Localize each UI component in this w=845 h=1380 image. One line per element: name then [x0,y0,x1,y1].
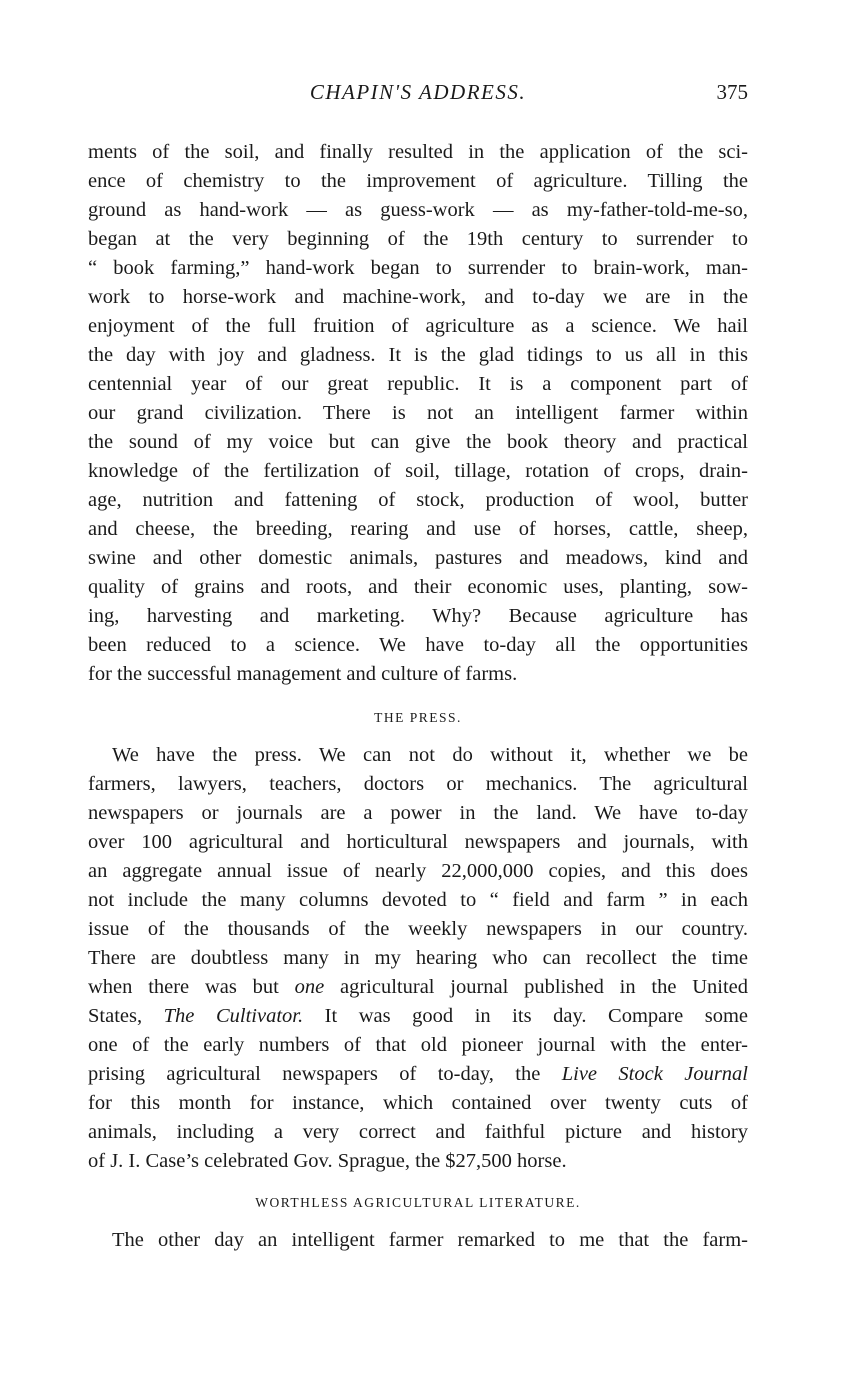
running-title: CHAPIN'S ADDRESS. [309,80,527,104]
text-line: over 100 agricultural and horticultural newspapers and journals, with [88,831,748,853]
text-line: ments of the soil, and finally resulted in the application of the sci- [88,141,748,163]
section-heading-literature: WORTHLESS AGRICULTURAL LITERATURE. [255,1195,581,1210]
text-segment: when there was but [88,976,295,998]
text-line: centennial year of our great republic. It is a component part of [88,373,748,395]
text-line [88,1060,748,1089]
text-line: not include the many columns devoted to “ field and farm ” in each [88,889,748,911]
text-line: enjoyment of the full fruition of agriculture as a science. We hail [88,315,748,337]
paragraph-literature [88,1226,748,1255]
text-line: farmers, lawyers, teachers, doctors or mechanics. The agricultural [88,773,748,795]
paragraph-soil-science [88,138,748,689]
text-line: the day with joy and gladness. It is the glad tidings to us all in this [88,344,748,366]
text-line: animals, including a very correct and faithful picture and history [88,1121,748,1143]
text-line [88,1002,748,1031]
text-line: and cheese, the breeding, rearing and use of horses, cattle, sheep, [88,518,748,540]
text-line: We have the press. We can not do without it, whether we be [112,744,748,766]
text-line: newspapers or journals are a power in the land. We have to-day [88,802,748,824]
text-segment: States, [88,1005,164,1027]
text-line: “ book farming,” hand-work began to surrender to brain-work, man- [88,257,748,279]
text-line: one of the early numbers of that old pioneer journal with the enter- [88,1034,748,1056]
text-line: an aggregate annual issue of nearly 22,000,000 copies, and this does [88,860,748,882]
text-line: The other day an intelligent farmer remarked to me that the farm- [112,1229,748,1251]
text-line: began at the very beginning of the 19th century to surrender to [88,228,748,250]
running-head [88,80,748,110]
text-line: ground as hand-work — as guess-work — as my-father-told-me-so, [88,199,748,221]
page-number: 375 [716,80,748,104]
text-line: work to horse-work and machine-work, and to-day we are in the [88,286,748,308]
text-line: quality of grains and roots, and their economic uses, planting, sow- [88,576,748,598]
section-heading-press: THE PRESS. [374,710,462,725]
italic-title-live-stock-journal: Live Stock Journal [561,1063,748,1085]
text-segment: agricultural journal published in the United [324,976,748,998]
text-segment: It was good in its day. Compare some [303,1005,749,1027]
text-line: There are doubtless many in my hearing who can recollect the time [88,947,748,969]
text-line: of J. I. Case’s celebrated Gov. Sprague, the $27,500 horse. [88,1150,567,1172]
paragraph-press [88,741,748,1176]
text-segment: prising agricultural newspapers of to-day, the [88,1063,562,1085]
italic-one: one [294,976,325,998]
text-line: for the successful management and culture of farms. [88,663,518,685]
text-line: the sound of my voice but can give the book theory and practical [88,431,748,453]
text-line: issue of the thousands of the weekly newspapers in our country. [88,918,748,940]
text-line [88,973,748,1002]
text-line: knowledge of the fertilization of soil, tillage, rotation of crops, drain- [88,460,748,482]
text-line: age, nutrition and fattening of stock, production of wool, butter [88,489,748,511]
text-line: been reduced to a science. We have to-day all the opportunities [88,634,748,656]
text-line: ing, harvesting and marketing. Why? Because agriculture has [88,605,748,627]
text-line: swine and other domestic animals, pastures and meadows, kind and [88,547,748,569]
text-line: our grand civilization. There is not an intelligent farmer within [88,402,748,424]
text-line: ence of chemistry to the improvement of agriculture. Tilling the [88,170,748,192]
italic-title-cultivator: The Cultivator. [163,1005,304,1027]
body-text [88,138,748,1255]
text-line: for this month for instance, which contained over twenty cuts of [88,1092,748,1114]
